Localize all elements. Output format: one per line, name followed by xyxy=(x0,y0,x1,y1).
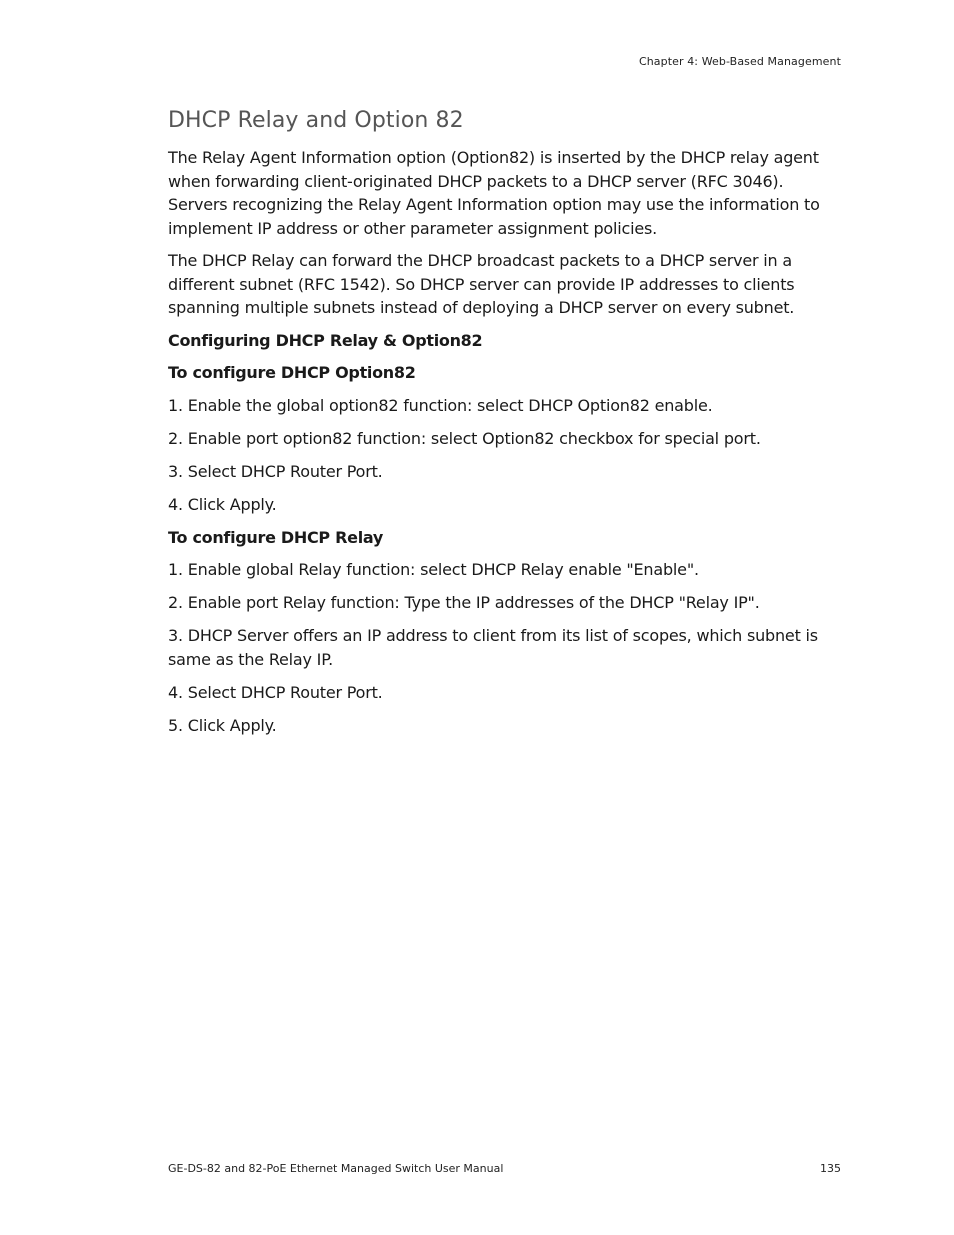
option82-step: 4. Click Apply. xyxy=(168,494,277,514)
option82-step: 3. Select DHCP Router Port. xyxy=(168,461,383,481)
intro-paragraph-2: The DHCP Relay can forward the DHCP broadcast packets to a DHCP server in a different subnet (RFC 1542). So DHCP server can provide IP addresses to clients spanning multiple subnets instead of deploying a DHCP server on every subnet. xyxy=(168,251,795,317)
main-content xyxy=(168,108,828,747)
relay-step: 1. Enable global Relay function: select DHCP Relay enable "Enable". xyxy=(168,560,699,579)
footer-page-number: 135 xyxy=(820,1162,841,1175)
intro-paragraph-1: The Relay Agent Information option (Option82) is inserted by the DHCP relay agent when forwarding client-originated DHCP packets to a DHCP server (RFC 3046). Servers recognizing the Relay Agent Information option may use the information to implement IP address or other parameter assignment policies. xyxy=(168,148,820,238)
footer-manual-title: GE-DS-82 and 82-PoE Ethernet Managed Switch User Manual xyxy=(168,1162,504,1175)
section-title: DHCP Relay and Option 82 xyxy=(168,108,464,133)
option82-step: 2. Enable port option82 function: select Option82 checkbox for special port. xyxy=(168,428,761,448)
option82-heading: To configure DHCP Option82 xyxy=(168,363,416,382)
option82-step: 1. Enable the global option82 function: select DHCP Option82 enable. xyxy=(168,395,713,415)
relay-step: 2. Enable port Relay function: Type the IP addresses of the DHCP "Relay IP". xyxy=(168,593,760,612)
relay-step: 4. Select DHCP Router Port. xyxy=(168,682,383,702)
configuring-heading: Configuring DHCP Relay & Option82 xyxy=(168,330,483,350)
relay-step: 3. DHCP Server offers an IP address to client from its list of scopes, which subnet is same as the Relay IP. xyxy=(168,626,818,669)
running-header: Chapter 4: Web-Based Management xyxy=(638,55,841,68)
relay-heading: To configure DHCP Relay xyxy=(168,527,384,547)
relay-step: 5. Click Apply. xyxy=(168,715,277,735)
